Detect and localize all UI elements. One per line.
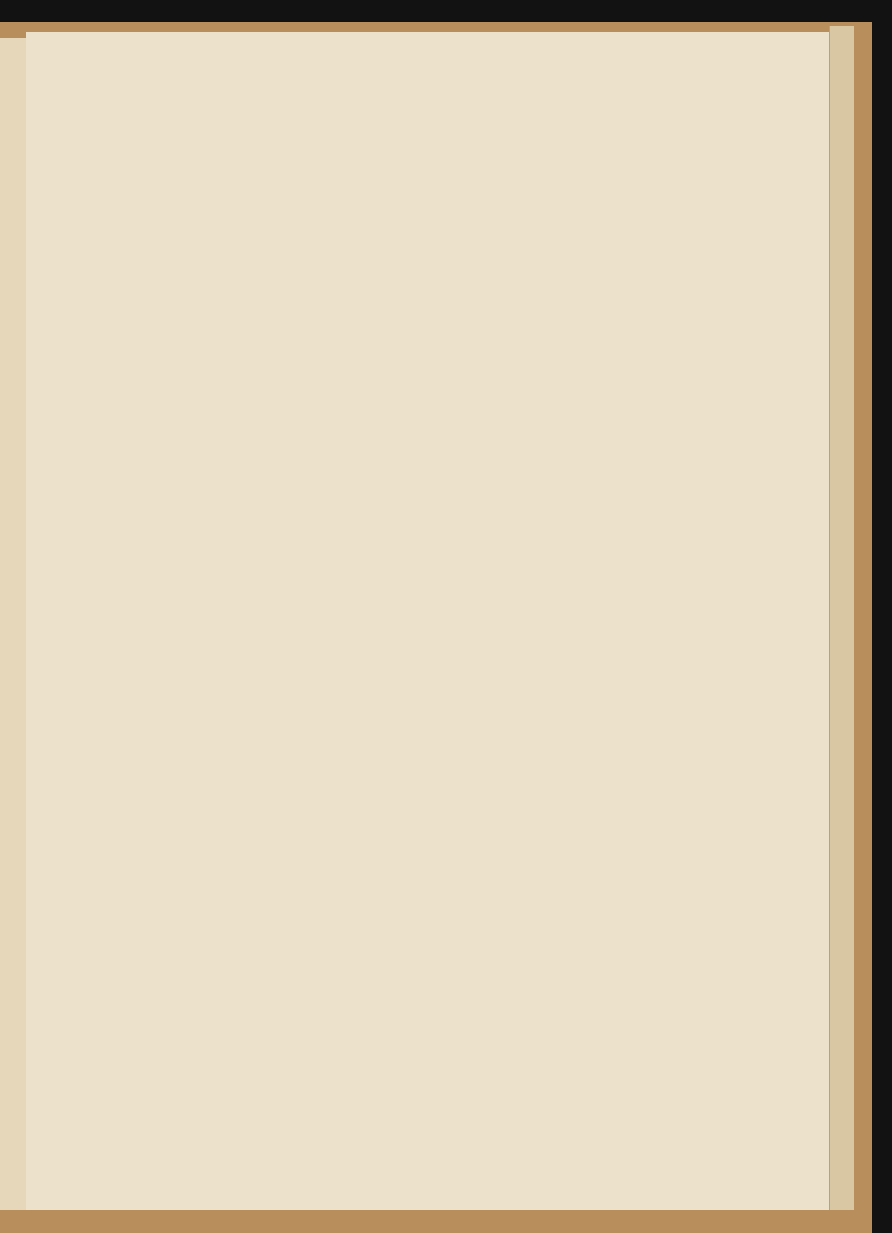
left-page-edge [0, 38, 27, 1210]
page-sheet [26, 32, 829, 1210]
page-stack-edge [829, 26, 854, 1210]
